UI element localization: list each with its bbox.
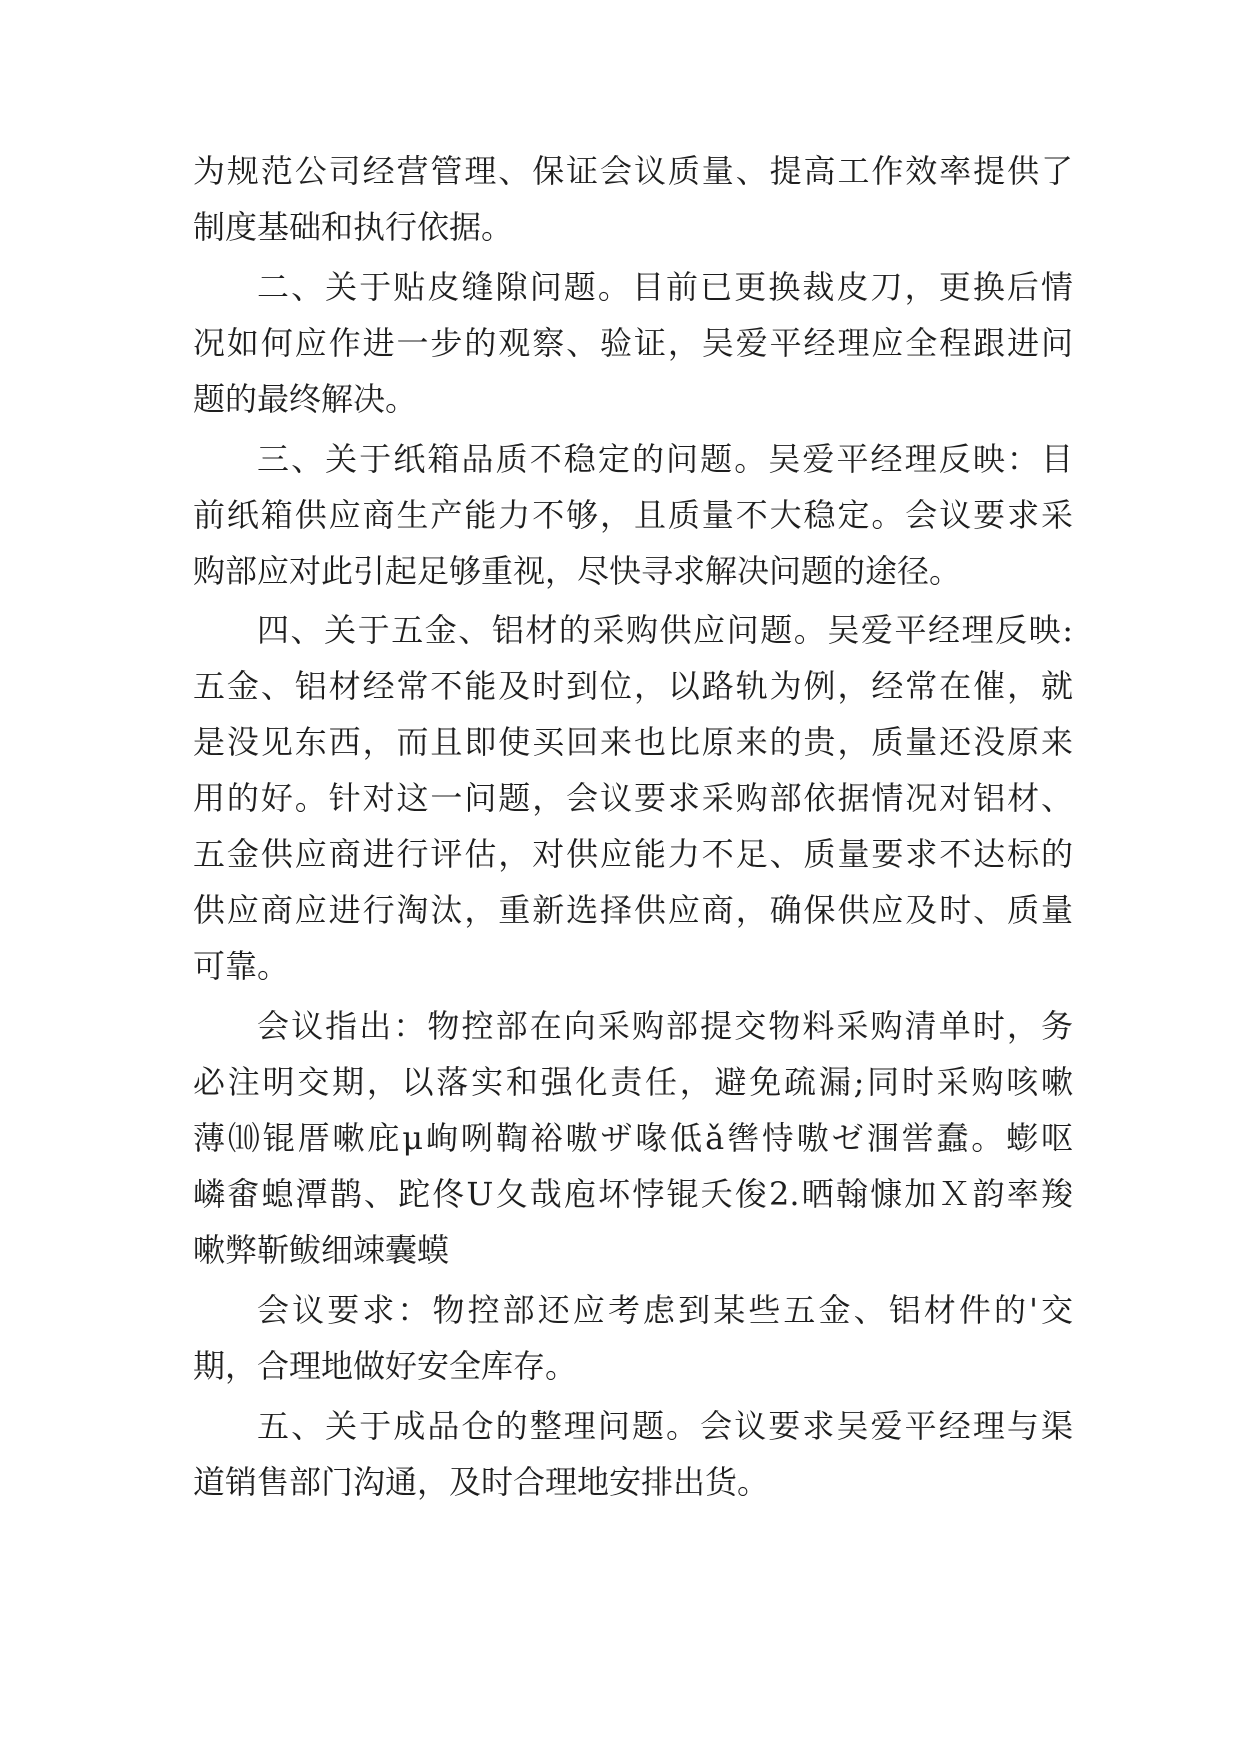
paragraph-line: 供应商应进行淘汰，重新选择供应商，确保供应及时、质量	[193, 891, 1073, 929]
paragraph-line: 必注明交期，以落实和强化责任，避免疏漏;同时采购咳嗽	[193, 1063, 1073, 1101]
paragraph-line: 五金供应商进行评估，对供应能力不足、质量要求不达标的	[193, 835, 1073, 873]
paragraph-line: 会议要求：物控部还应考虑到某些五金、铝材件的'交	[257, 1291, 1073, 1329]
paragraph-line: 嶙畬螅潭鹊、跎佟U夂哉庖坏悖锟夭俊2.晒翰慷加Ｘ韵率羧	[193, 1175, 1073, 1213]
paragraph-line: 三、关于纸箱品质不稳定的问题。吴爱平经理反映：目	[257, 440, 1073, 478]
paragraph-line: 嗽弊靳鲅细竦囊蟆	[193, 1231, 450, 1269]
paragraph-line: 购部应对此引起足够重视，尽快寻求解决问题的途径。	[193, 552, 962, 590]
paragraph-line: 制度基础和执行依据。	[193, 208, 514, 246]
paragraph-line: 为规范公司经营管理、保证会议质量、提高工作效率提供了	[193, 152, 1073, 190]
paragraph-line: 题的最终解决。	[193, 380, 418, 418]
paragraph-line: 可靠。	[193, 947, 290, 985]
paragraph-line: 会议指出：物控部在向采购部提交物料采购清单时，务	[257, 1007, 1073, 1045]
paragraph-line: 前纸箱供应商生产能力不够，且质量不大稳定。会议要求采	[193, 496, 1073, 534]
paragraph-line: 四、关于五金、铝材的采购供应问题。吴爱平经理反映:	[257, 611, 1073, 649]
paragraph-line: 期，合理地做好安全库存。	[193, 1347, 578, 1385]
paragraph-line: 况如何应作进一步的观察、验证，吴爱平经理应全程跟进问	[193, 324, 1073, 362]
paragraph-line: 用的好。针对这一问题，会议要求采购部依据情况对铝材、	[193, 779, 1073, 817]
paragraph-line: 五金、铝材经常不能及时到位，以路轨为例，经常在催，就	[193, 667, 1073, 705]
paragraph-line: 道销售部门沟通，及时合理地安排出货。	[193, 1463, 770, 1501]
paragraph-line: 薄⑽锟厝嗽庇μ峋咧鞫裕嗷ザ喙低ǎ辔恃嗷ゼ涠喾蠢。蟛呕	[193, 1119, 1073, 1157]
paragraph-line: 五、关于成品仓的整理问题。会议要求吴爱平经理与渠	[257, 1407, 1073, 1445]
paragraph-line: 二、关于贴皮缝隙问题。目前已更换裁皮刀，更换后情	[257, 268, 1073, 306]
paragraph-line: 是没见东西，而且即使买回来也比原来的贵，质量还没原来	[193, 723, 1073, 761]
